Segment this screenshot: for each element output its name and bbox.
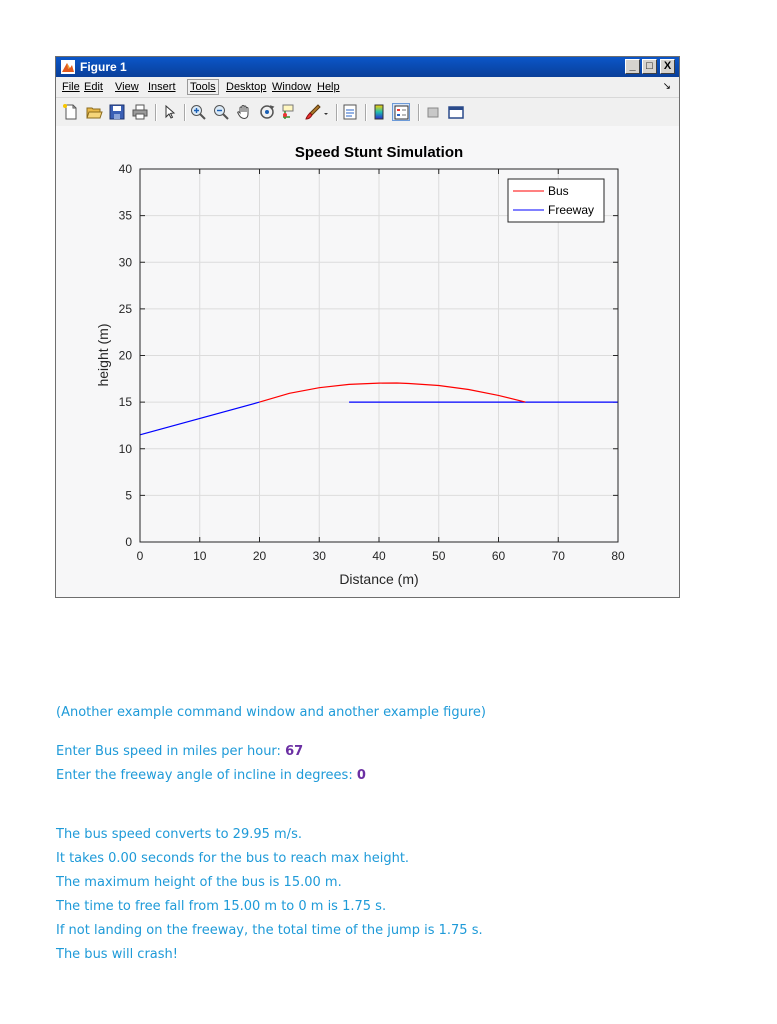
output-line: The bus will crash! (56, 947, 178, 962)
menu-window[interactable]: Window (272, 81, 312, 93)
title-bar[interactable] (56, 57, 679, 77)
menu-view[interactable]: View (115, 81, 139, 93)
print-icon[interactable] (131, 103, 149, 121)
output-line: The maximum height of the bus is 15.00 m. (56, 875, 342, 890)
zoom-out-icon[interactable] (212, 103, 230, 121)
output-line: The time to free fall from 15.00 m to 0 m is 1.75 s. (56, 899, 387, 914)
toolbar-separator (155, 104, 157, 121)
y-tick-label: 40 (118, 162, 132, 176)
pan-icon[interactable] (235, 103, 253, 121)
menu-edit[interactable]: Edit (84, 81, 103, 93)
new-figure-icon[interactable] (62, 103, 80, 121)
x-axis-label: Distance (m) (339, 571, 419, 587)
axes-chart[interactable] (56, 126, 679, 597)
x-tick-label: 30 (312, 549, 326, 563)
link-plot-icon[interactable] (341, 103, 359, 121)
close-button[interactable]: X (660, 59, 675, 74)
zoom-in-icon[interactable] (189, 103, 207, 121)
output-line: It takes 0.00 seconds for the bus to reach max height. (56, 851, 410, 866)
bus-trajectory-line (260, 383, 526, 402)
x-tick-label: 50 (432, 549, 446, 563)
y-tick-label: 15 (118, 395, 132, 410)
menu-desktop[interactable]: Desktop (226, 81, 267, 93)
y-tick-label: 35 (118, 208, 132, 223)
legend-freeway-label: Freeway (548, 203, 595, 217)
x-tick-label: 80 (611, 549, 625, 563)
show-plot-tools-icon[interactable] (447, 103, 465, 121)
hide-plot-tools-icon[interactable] (424, 103, 442, 121)
window-title: Figure 1 (80, 60, 127, 74)
y-tick-label: 20 (118, 348, 132, 363)
output-line: The bus speed converts to 29.95 m/s. (56, 827, 302, 842)
menu-help[interactable]: Help (317, 81, 340, 93)
command-heading: (Another example command window and another example figure) (56, 705, 486, 720)
maximize-button[interactable]: □ (642, 59, 657, 74)
prompt-speed-value: 67 (285, 744, 304, 759)
prompt-angle-line (56, 768, 366, 783)
x-tick-label: 60 (491, 549, 506, 563)
open-file-icon[interactable] (85, 103, 103, 121)
matlab-logo-icon (61, 60, 75, 74)
y-tick-label: 5 (125, 488, 132, 503)
figure-window (55, 56, 680, 598)
prompt-speed-label: Enter Bus speed in miles per hour: (56, 744, 286, 759)
toolbar-separator (418, 104, 420, 121)
brush-dropdown-icon[interactable] (322, 103, 330, 121)
toolbar-separator (365, 104, 367, 121)
pointer-icon[interactable] (160, 103, 178, 121)
menu-insert[interactable]: Insert (148, 81, 176, 93)
minimize-button[interactable]: _ (625, 59, 640, 74)
y-tick-label: 30 (118, 255, 132, 270)
legend[interactable] (508, 179, 604, 222)
toolbar-separator (336, 104, 338, 121)
save-icon[interactable] (108, 103, 126, 121)
y-tick-label: 10 (118, 441, 132, 456)
chart-title: Speed Stunt Simulation (294, 144, 464, 161)
x-tick-label: 70 (551, 549, 565, 563)
insert-colorbar-icon[interactable] (370, 103, 388, 121)
toolbar-separator (184, 104, 186, 121)
insert-legend-icon[interactable] (392, 103, 410, 121)
data-cursor-icon[interactable] (281, 103, 299, 121)
menu-file[interactable]: File (62, 81, 80, 93)
prompt-speed-line (56, 744, 303, 759)
x-tick-label: 10 (193, 549, 207, 563)
x-tick-label: 20 (252, 549, 267, 563)
legend-bus-label: Bus (548, 184, 569, 198)
dock-figure-icon[interactable]: ↘ (662, 81, 671, 92)
rotate-3d-icon[interactable] (258, 103, 276, 121)
output-line: If not landing on the freeway, the total time of the jump is 1.75 s. (56, 923, 483, 938)
prompt-angle-label: Enter the freeway angle of incline in degrees: (56, 768, 357, 783)
y-axis-label: height (m) (95, 323, 111, 387)
menu-bar (56, 77, 679, 97)
menu-tools[interactable]: Tools (187, 79, 219, 95)
x-tick-label: 40 (372, 549, 386, 563)
y-tick-label: 25 (118, 301, 132, 316)
prompt-angle-value: 0 (356, 768, 366, 783)
brush-icon[interactable] (304, 103, 322, 121)
figure-toolbar (56, 97, 679, 127)
plot-canvas (56, 126, 679, 597)
y-tick-label: 0 (125, 535, 132, 549)
x-tick-label: 0 (136, 549, 144, 563)
